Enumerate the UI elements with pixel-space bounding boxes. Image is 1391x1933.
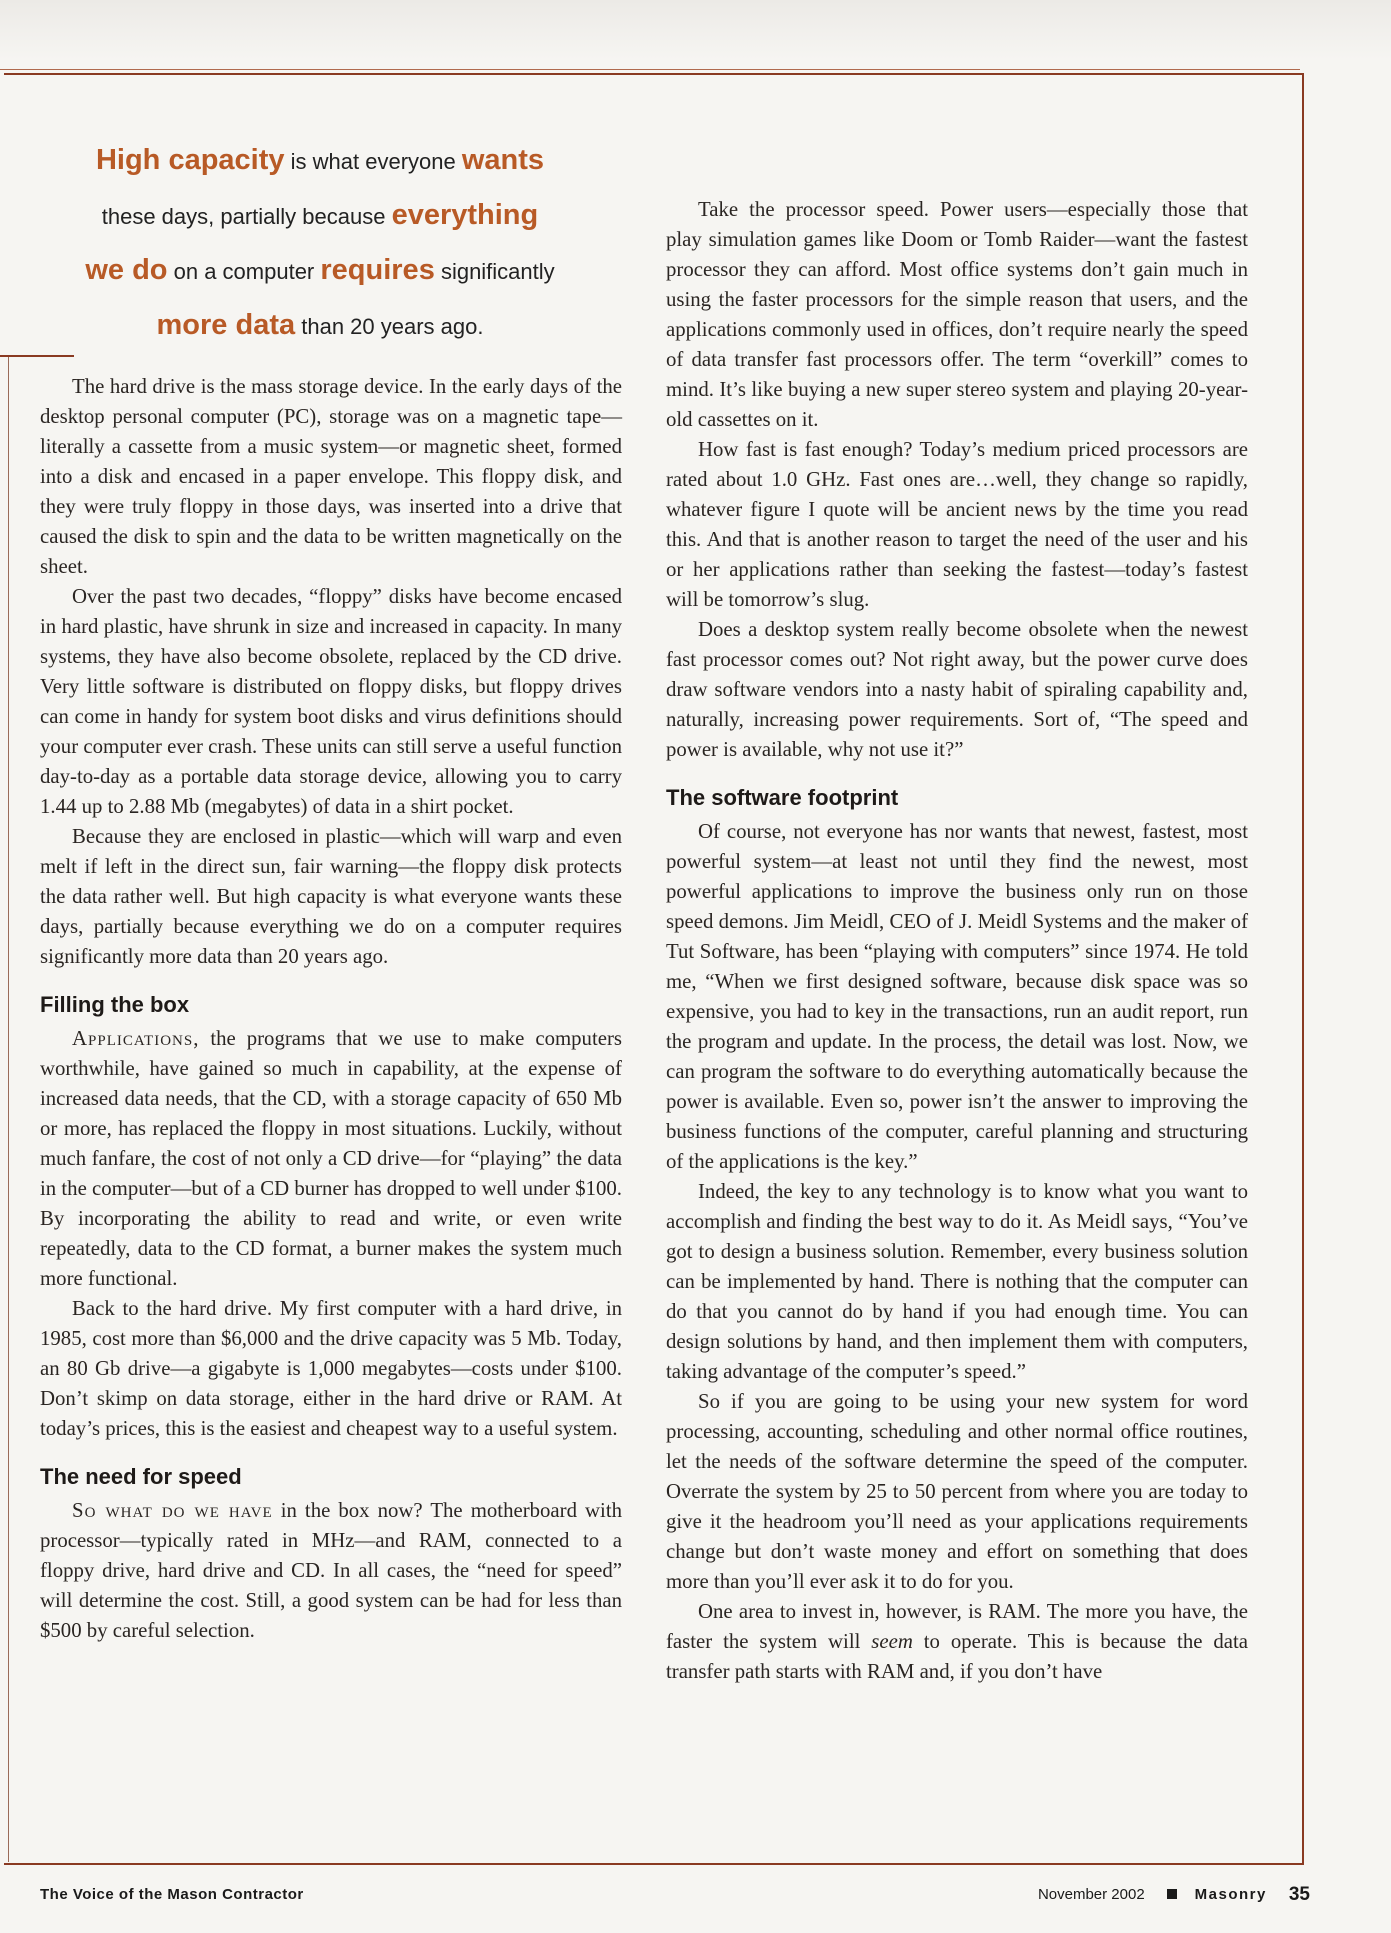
paragraph: Does a desktop system really become obsolete when the newest fast processor comes out? Not right away, but the power curve does draw software vendors into a nasty habit of spiraling capability and, naturally, increasing power requirements. Sort of, “The speed and power is available, why not use it?”: [666, 618, 1248, 761]
section-heading-filling-the-box: Filling the box: [40, 992, 190, 1017]
page-top-shadow: [0, 0, 1391, 60]
pull-quote-emphasis: wants: [461, 144, 545, 176]
paragraph: [666, 1597, 1248, 1687]
pull-quote-line-3: [40, 243, 600, 298]
footer-date: November 2002: [1037, 1886, 1145, 1904]
paragraph: So if you are going to be using your new system for word processing, accounting, scheduling and other normal office routines, let the needs of the software determine the speed of the computer. Overrate the system by 25 to 50 percent from where you are today to give it the headroom you’ll need as your applications requirements change but don’t waste money and effort on something that does more than you’ll ever ask it to do for you.: [666, 1390, 1248, 1593]
paragraph: [40, 1024, 622, 1294]
footer-magazine-name: Masonry: [1194, 1886, 1267, 1904]
paragraph: How fast is fast enough? Today’s medium priced processors are rated about 1.0 GHz. Fast ones are…well, they change so rapidly, whatever figure I quote will be ancient news by the time you read this. And that is another reason to target the need of the user and his or her applications rather than seeking the fastest—today’s fastest will be tomorrow’s slug.: [666, 438, 1248, 611]
paragraph: Over the past two decades, “floppy” disks have become encased in hard plastic, have shrunk in size and increased in capacity. In many systems, they have also become obsolete, replaced by the CD drive. Very little software is distributed on floppy disks, but floppy drives can come in handy for system boot disks and virus definitions should your computer ever crash. These units can still serve a useful function day-to-day as a portable data storage device, allowing you to carry 1.44 up to 2.88 Mb (megabytes) of data in a shirt pocket.: [40, 585, 622, 818]
italic-word: seem: [871, 1630, 913, 1653]
paragraph-text: the programs that we use to make computers worthwhile, have gained so much in capability, at the expense of increased data needs, that the CD, with a storage capacity of 650 Mb or more, has replaced the floppy in most situations. Luckily, without much fanfare, the cost of not only a CD drive—for “playing” the data in the computer—but of a CD burner has dropped to well under $100. By incorporating the ability to read and write, or even write repeatedly, data to the CD format, a burner makes the system much more functional.: [40, 1027, 622, 1290]
pull-quote-emphasis: requires: [320, 254, 435, 286]
page-number: 35: [1288, 1884, 1310, 1906]
pull-quote-text: than 20 years ago.: [295, 314, 484, 339]
paragraph: [40, 1496, 622, 1646]
pull-quote-line-1: [40, 133, 600, 188]
paragraph: Because they are enclosed in plastic—which will warp and even melt if left in the direct sun, fair warning—the floppy disk protects the data rather well. But high capacity is what everyone wants these days, partially because everything we do on a computer requires significantly more data than 20 years ago.: [40, 825, 622, 968]
article-column-right: [666, 195, 1248, 1687]
footer-tagline: The Voice of the Mason Contractor: [40, 1886, 304, 1903]
paragraph-text: One area to invest in, however, is RAM. The more you have, the faster the system will: [666, 1600, 1248, 1653]
pull-quote: [40, 133, 600, 353]
pull-quote-line-2: [40, 188, 600, 243]
paragraph-text: in the box now? The motherboard with processor—typically rated in MHz—and RAM, connected to a floppy drive, hard drive and CD. In all cases, the “need for speed” will determine the cost. Still, a good system can be had for less than $500 by careful selection.: [40, 1499, 622, 1642]
left-margin-rule: [8, 357, 9, 1862]
article-column-left: [40, 372, 622, 1646]
pull-quote-emphasis: everything: [391, 199, 539, 231]
paragraph: Take the processor speed. Power users—especially those that play simulation games like Doom or Tomb Raider—want the fastest processor they can afford. Most office systems don’t gain much in using the faster processors for the simple reason that users, and the applications commonly used in offices, don’t require nearly the speed of data transfer fast processors offer. The term “overkill” comes to mind. It’s like buying a new super stereo system and playing 20-year-old cassettes on it.: [666, 198, 1248, 431]
pull-quote-text: on a computer: [167, 259, 321, 284]
pull-quote-emphasis: High capacity: [95, 144, 285, 176]
lead-in-small-caps: So what do we have: [72, 1499, 273, 1522]
paragraph: The hard drive is the mass storage device. In the early days of the desktop personal computer (PC), storage was on a magnetic tape—literally a cassette from a music system—or magnetic sheet, formed into a disk and encased in a paper envelope. This floppy disk, and they were truly floppy in those days, was inserted into a drive that caused the disk to spin and the data to be written magnetically on the sheet.: [40, 375, 622, 578]
lead-in-small-caps: Applications,: [72, 1027, 200, 1050]
pull-quote-line-4: [40, 298, 600, 353]
pull-quote-text: significantly: [434, 259, 555, 284]
pull-quote-text: is what everyone: [284, 149, 462, 174]
square-bullet-icon: [1167, 1889, 1177, 1899]
paragraph: Back to the hard drive. My first computer with a hard drive, in 1985, cost more than $6,000 and the drive capacity was 5 Mb. Today, an 80 Gb drive—a gigabyte is 1,000 megabytes—costs under $100. Don’t skimp on data storage, either in the hard drive or RAM. At today’s prices, this is the easiest and cheapest way to a useful system.: [40, 1297, 622, 1440]
pull-quote-emphasis: we do: [85, 254, 168, 286]
section-heading-software-footprint: The software footprint: [666, 785, 899, 810]
pull-quote-text: these days, partially because: [101, 204, 392, 229]
pull-quote-emphasis: more data: [156, 309, 296, 341]
paragraph: Indeed, the key to any technology is to know what you want to accomplish and finding the best way to do it. As Meidl says, “You’ve got to design a business solution. Remember, every business solution can be implemented by hand. There is nothing that the computer can do that you cannot do by hand if you had enough time. You can design solutions by hand, and then implement them with computers, taking advantage of the computer’s speed.”: [666, 1180, 1248, 1383]
paragraph: Of course, not everyone has nor wants that newest, fastest, most powerful system—at least not until they find the newest, most powerful applications to improve the business only run on those speed demons. Jim Meidl, CEO of J. Meidl Systems and the maker of Tut Software, has been “playing with computers” since 1974. He told me, “When we first designed software, because disk space was so expensive, you had to key in the transactions, run an audit report, run the program and update. In the process, the detail was lost. Now, we can program the software to do everything automatically because the power is available. Even so, power isn’t the answer to improving the business functions of the computer, careful planning and structuring of the applications is the key.”: [666, 820, 1248, 1173]
pull-quote-rule: [0, 355, 74, 357]
paragraph-text: to operate. This is because the data transfer path starts with RAM and, if you don’t have: [666, 1630, 1248, 1683]
footer-folio: [930, 1880, 1310, 1910]
section-heading-need-for-speed: The need for speed: [40, 1464, 242, 1489]
